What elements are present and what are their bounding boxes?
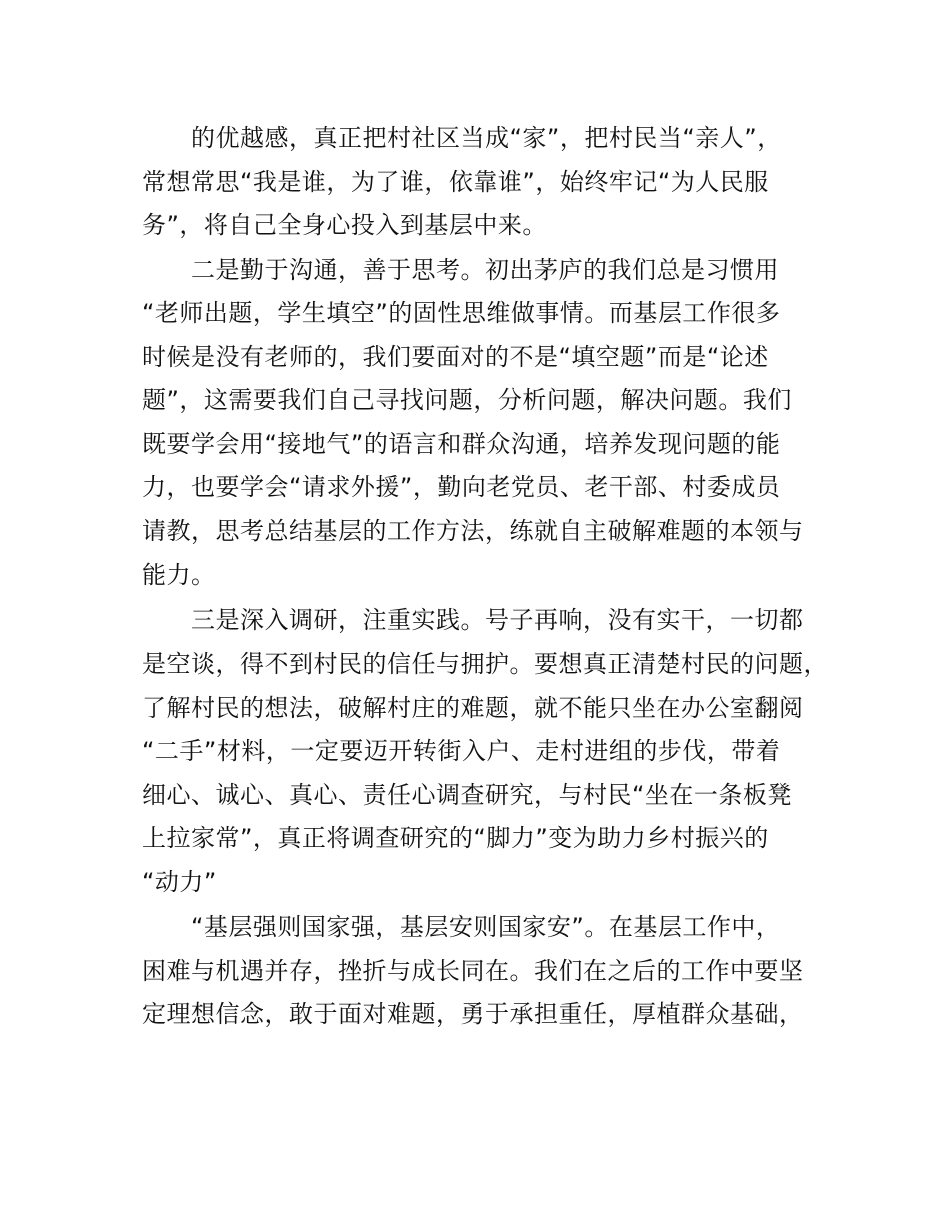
text-line: 题”，这需要我们自己寻找问题，分析问题，解决问题。我们 <box>142 386 792 414</box>
text-line: 了解村民的想法，破解村庄的难题，就不能只坐在办公室翻阅 <box>142 694 804 722</box>
text-line: 时候是没有老师的，我们要面对的不是“填空题”而是“论述 <box>142 343 769 371</box>
text-line: 困难与机遇并存，挫折与成长同在。我们在之后的工作中要坚 <box>142 957 804 985</box>
text-line: “二手”材料，一定要迈开转街入户、走村进组的步伐，带着 <box>142 737 781 765</box>
text-line: “老师出题，学生填空”的固性思维做事情。而基层工作很多 <box>142 299 781 327</box>
text-line: 务”，将自己全身心投入到基层中来。 <box>142 211 547 239</box>
text-line: 三是深入调研，注重实践。号子再响，没有实干，一切都 <box>191 606 804 634</box>
text-line: 常想常思“我是谁，为了谁，依靠谁”，始终牢记“为人民服 <box>142 168 769 196</box>
text-line: 的优越感，真正把村社区当成“家”，把村民当“亲人”， <box>191 124 782 152</box>
text-line: 力，也要学会“请求外援”，勤向老党员、老干部、村委成员 <box>142 473 781 501</box>
text-line: 二是勤于沟通，善于思考。初出茅庐的我们总是习惯用 <box>191 256 779 284</box>
text-line: 细心、诚心、真心、责任心调查研究，与村民“坐在一条板凳 <box>142 781 792 809</box>
text-line: “基层强则国家强，基层安则国家安”。在基层工作中， <box>191 913 781 941</box>
text-line: 定理想信念，敢于面对难题，勇于承担重任，厚植群众基础， <box>142 1000 804 1028</box>
text-line: 上拉家常”，真正将调查研究的“脚力”变为助力乡村振兴的 <box>142 824 769 852</box>
text-line: 既要学会用“接地气”的语言和群众沟通，培养发现问题的能 <box>142 430 781 458</box>
text-line: 请教，思考总结基层的工作方法，练就自主破解难题的本领与 <box>142 517 804 545</box>
text-line: 能力。 <box>142 561 216 589</box>
text-line: 是空谈，得不到村民的信任与拥护。要想真正清楚村民的问题， <box>142 650 828 678</box>
text-line: “动力” <box>142 868 217 896</box>
